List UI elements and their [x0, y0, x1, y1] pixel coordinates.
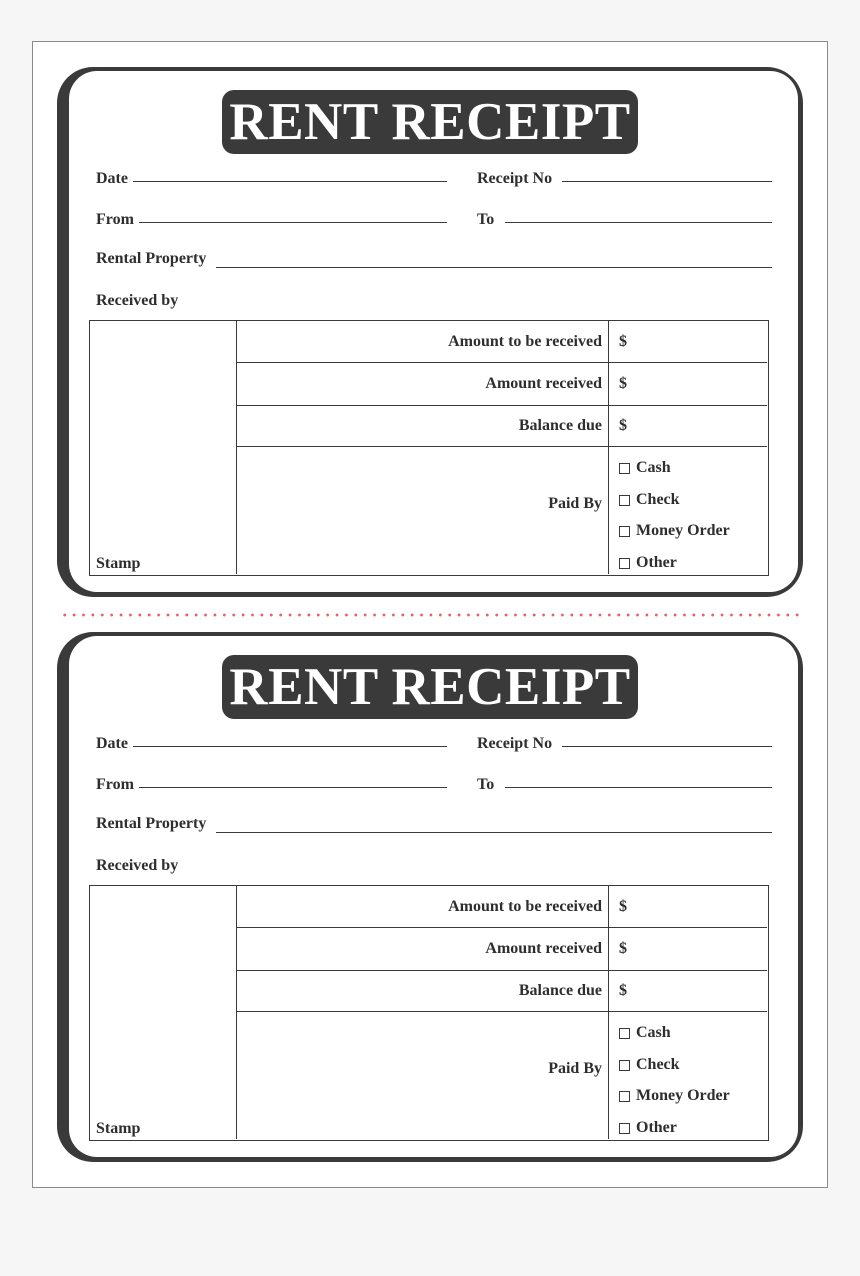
paid-by-other-option[interactable] — [619, 554, 677, 572]
amount-received-field[interactable]: $ — [619, 375, 627, 392]
payment-table — [89, 885, 769, 1141]
checkbox-icon[interactable] — [619, 558, 630, 569]
value-column-divider — [608, 321, 609, 574]
amount-to-be-received-label: Amount to be received — [448, 333, 602, 350]
rental-property-label: Rental Property — [96, 250, 207, 267]
receipt-no-label: Receipt No — [477, 170, 553, 187]
paid-by-label: Paid By — [548, 495, 602, 512]
amount-received-label: Amount received — [485, 940, 602, 957]
row-divider — [236, 405, 767, 406]
paid-by-check-option[interactable] — [619, 1056, 680, 1074]
date-field[interactable] — [133, 181, 447, 182]
receipt-title: RENT RECEIPT — [222, 655, 638, 719]
paid-by-cash-option[interactable] — [619, 1024, 671, 1042]
checkbox-icon[interactable] — [619, 463, 630, 474]
from-field[interactable] — [139, 222, 447, 223]
received-by-label: Received by — [96, 857, 179, 874]
paid-by-label: Paid By — [548, 1060, 602, 1077]
row-divider — [236, 362, 767, 363]
checkbox-icon[interactable] — [619, 1060, 630, 1071]
receipt-no-field[interactable] — [562, 181, 772, 182]
rental-property-label: Rental Property — [96, 815, 207, 832]
from-label: From — [96, 776, 134, 793]
to-field[interactable] — [505, 787, 772, 788]
checkbox-icon[interactable] — [619, 1123, 630, 1134]
amount-to-be-received-field[interactable]: $ — [619, 898, 627, 915]
option-label: Other — [636, 1119, 677, 1136]
option-label: Check — [636, 491, 680, 508]
checkbox-icon[interactable] — [619, 1028, 630, 1039]
paid-by-money-order-option[interactable] — [619, 1087, 730, 1105]
balance-due-label: Balance due — [518, 982, 602, 999]
paid-by-other-option[interactable] — [619, 1119, 677, 1137]
to-label: To — [477, 211, 495, 228]
checkbox-icon[interactable] — [619, 1091, 630, 1102]
received-by-label: Received by — [96, 292, 179, 309]
date-label: Date — [96, 735, 128, 752]
tear-off-divider — [60, 613, 800, 617]
balance-due-label: Balance due — [518, 417, 602, 434]
stamp-label: Stamp — [96, 555, 141, 572]
rental-property-field[interactable] — [216, 832, 772, 833]
row-divider — [236, 1011, 767, 1012]
option-label: Cash — [636, 459, 671, 476]
value-column-divider — [608, 886, 609, 1139]
rental-property-field[interactable] — [216, 267, 772, 268]
date-field[interactable] — [133, 746, 447, 747]
option-label: Money Order — [636, 1087, 730, 1104]
to-field[interactable] — [505, 222, 772, 223]
stamp-column-divider — [236, 321, 237, 574]
from-label: From — [96, 211, 134, 228]
paid-by-money-order-option[interactable] — [619, 522, 730, 540]
option-label: Check — [636, 1056, 680, 1073]
amount-to-be-received-label: Amount to be received — [448, 898, 602, 915]
amount-received-field[interactable]: $ — [619, 940, 627, 957]
option-label: Cash — [636, 1024, 671, 1041]
receipt-title: RENT RECEIPT — [222, 90, 638, 154]
payment-table — [89, 320, 769, 576]
stamp-column-divider — [236, 886, 237, 1139]
paid-by-check-option[interactable] — [619, 491, 680, 509]
row-divider — [236, 446, 767, 447]
receipt-no-label: Receipt No — [477, 735, 553, 752]
checkbox-icon[interactable] — [619, 526, 630, 537]
option-label: Other — [636, 554, 677, 571]
from-field[interactable] — [139, 787, 447, 788]
balance-due-field[interactable]: $ — [619, 417, 627, 434]
row-divider — [236, 970, 767, 971]
row-divider — [236, 927, 767, 928]
stamp-label: Stamp — [96, 1120, 141, 1137]
balance-due-field[interactable]: $ — [619, 982, 627, 999]
amount-to-be-received-field[interactable]: $ — [619, 333, 627, 350]
to-label: To — [477, 776, 495, 793]
option-label: Money Order — [636, 522, 730, 539]
paid-by-cash-option[interactable] — [619, 459, 671, 477]
receipt-no-field[interactable] — [562, 746, 772, 747]
amount-received-label: Amount received — [485, 375, 602, 392]
date-label: Date — [96, 170, 128, 187]
checkbox-icon[interactable] — [619, 495, 630, 506]
